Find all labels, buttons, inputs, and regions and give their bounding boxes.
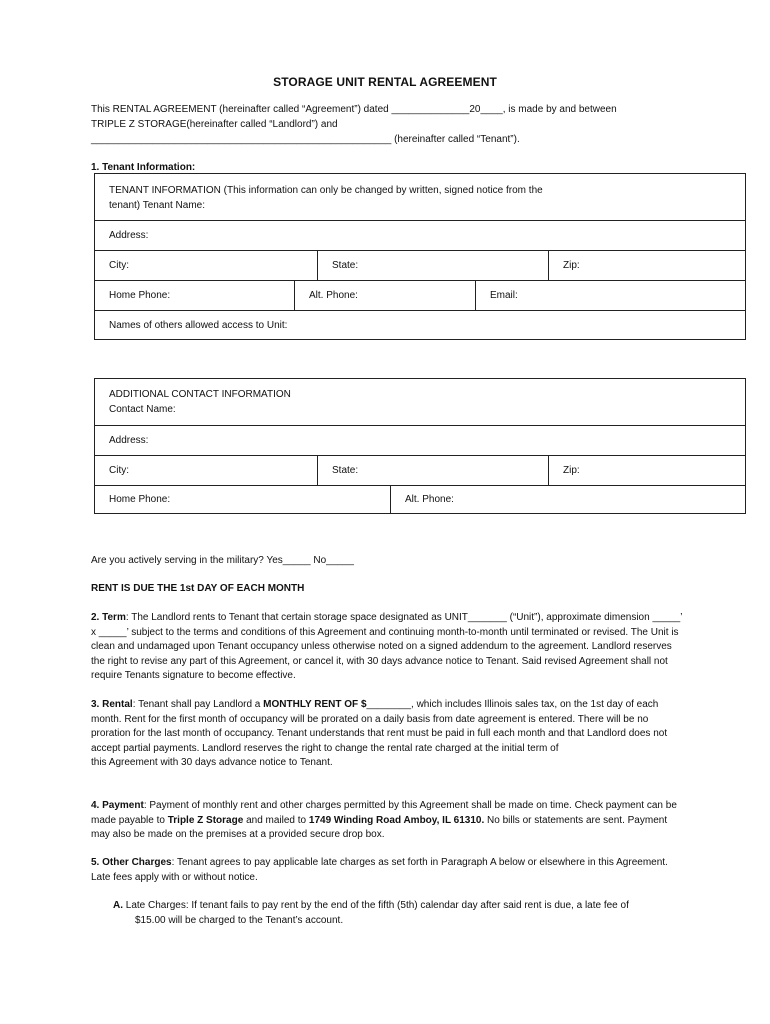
late-charges-line-2: $15.00 will be charged to the Tenant’s account. (135, 914, 344, 926)
contact-city-label: City: (109, 465, 129, 476)
tenant-home-phone-field[interactable] (95, 281, 294, 310)
tenant-email-label: Email: (490, 290, 518, 301)
rental-text-c: this Agreement with 30 days advance notice to Tenant. (91, 757, 333, 769)
contact-name-label: Contact Name: (109, 404, 176, 415)
payment-label: 4. Payment (91, 800, 144, 811)
tenant-address-label: Address: (109, 230, 149, 241)
tenant-city-label: City: (109, 260, 129, 271)
tenant-phone-row (95, 280, 745, 310)
tenant-info-line-1: TENANT INFORMATION (This information can only be changed by written, signed notice from the (109, 185, 543, 196)
contact-alt-phone-label: Alt. Phone: (405, 494, 454, 505)
other-charges-label: 5. Other Charges (91, 857, 172, 868)
tenant-email-field[interactable] (476, 281, 745, 310)
payment-text-b: and mailed to (243, 814, 309, 826)
term-text: : The Landlord rents to Tenant that certain storage space designated as UNIT_______ (“Unit”), approximate dimension _____’ x _____’ subject to the terms and conditions of this Agreement and continuing month-to-month until terminated or revised. The Unit is clean and undamaged upon Tenant occupancy unless otherwise noted on a signed addendum to the agreement. Landlord reserves the right to revise any part of this Agreement, or cancel it, with 30 days advance notice to Tenant. Said revised Agreement shall not require Tenants signature to become effective. (91, 612, 683, 682)
contact-city-field[interactable] (95, 456, 317, 485)
contact-state-label: State: (332, 465, 359, 476)
tenant-state-label: State: (332, 260, 359, 271)
tenant-address-row[interactable] (95, 220, 745, 250)
military-question: Are you actively serving in the military? Yes_____ No_____ (91, 555, 354, 566)
intro-line-3: ______________________________________________________ (hereinafter called “Tenant”). (91, 134, 520, 145)
term-paragraph (91, 611, 685, 684)
other-charges-paragraph (91, 856, 685, 885)
tenant-city-field[interactable] (95, 251, 317, 280)
tenant-others-row[interactable] (95, 310, 745, 339)
contact-home-phone-field[interactable] (95, 486, 390, 513)
contact-city-row (95, 455, 745, 485)
contact-address-label: Address: (109, 435, 149, 446)
tenant-name-row[interactable] (95, 174, 745, 220)
contact-zip-field[interactable] (549, 456, 745, 485)
rent-due-notice: RENT IS DUE THE 1st DAY OF EACH MONTH (91, 583, 305, 594)
payment-address: 1749 Winding Road Amboy, IL 61310. (308, 814, 485, 826)
payment-text-a: : Payment of monthly rent and other charges permitted by this Agreement shall be made on time. Check payment can be made payable to (91, 800, 677, 826)
payment-payee: Triple Z Storage (167, 814, 244, 826)
rental-paragraph (91, 698, 685, 771)
tenant-alt-phone-field[interactable] (295, 281, 475, 310)
page-title: STORAGE UNIT RENTAL AGREEMENT (273, 75, 497, 89)
tenant-others-label: Names of others allowed access to Unit: (109, 319, 288, 331)
tenant-zip-field[interactable] (549, 251, 745, 280)
payment-text-c: No bills or statements are sent. Payment may also be made on the premises at a provided secure drop box. (91, 814, 668, 841)
contact-name-row[interactable] (95, 379, 745, 425)
tenant-section-heading: 1. Tenant Information: (91, 162, 196, 173)
contact-info-table (94, 378, 746, 514)
contact-zip-label: Zip: (563, 465, 580, 476)
late-charges-paragraph (113, 899, 693, 928)
rental-bold-a: MONTHLY RENT OF $ (263, 699, 367, 710)
tenant-zip-label: Zip: (563, 260, 580, 271)
intro-line-2: TRIPLE Z STORAGE(hereinafter called “Landlord”) and (91, 119, 338, 130)
rental-label: 3. Rental (91, 699, 133, 710)
late-charges-label: A. (113, 900, 123, 911)
tenant-home-phone-label: Home Phone: (109, 290, 171, 301)
term-label: 2. Term (91, 612, 126, 623)
tenant-name-label: tenant) Tenant Name: (109, 200, 205, 211)
other-charges-text: : Tenant agrees to pay applicable late charges as set forth in Paragraph A below or elsewhere in this Agreement. Late fees apply with or without notice. (91, 857, 668, 883)
late-charges-line-1: Late Charges: If tenant fails to pay rent by the end of the fifth (5th) calendar day after said rent is due, a late fee of (123, 900, 629, 911)
contact-section-heading: ADDITIONAL CONTACT INFORMATION (109, 389, 291, 400)
rental-text-a: : Tenant shall pay Landlord a (132, 699, 264, 710)
intro-line-1: This RENTAL AGREEMENT (hereinafter called “Agreement”) dated ______________20____, is made by and between (91, 104, 617, 115)
contact-address-row[interactable] (95, 425, 745, 455)
tenant-city-row (95, 250, 745, 280)
contact-phone-row (95, 485, 745, 513)
tenant-state-field[interactable] (318, 251, 548, 280)
rental-text-b: ________, which includes Illinois sales tax, on the 1st day of each month. Rent for the first month of occupancy will be prorated on a daily basis from date agreement is entered. There will be no proration for the last month of occupancy. Tenant understands that rent must be paid in full each month and that Landlord does not accept partial payments. Landlord reserves the right to change the rental rate charged at the initial term of (91, 699, 668, 754)
payment-paragraph (91, 799, 685, 843)
tenant-alt-phone-label: Alt. Phone: (309, 290, 358, 301)
contact-home-phone-label: Home Phone: (109, 494, 171, 505)
contact-state-field[interactable] (318, 456, 548, 485)
contact-alt-phone-field[interactable] (391, 486, 745, 513)
tenant-info-table (94, 173, 746, 340)
